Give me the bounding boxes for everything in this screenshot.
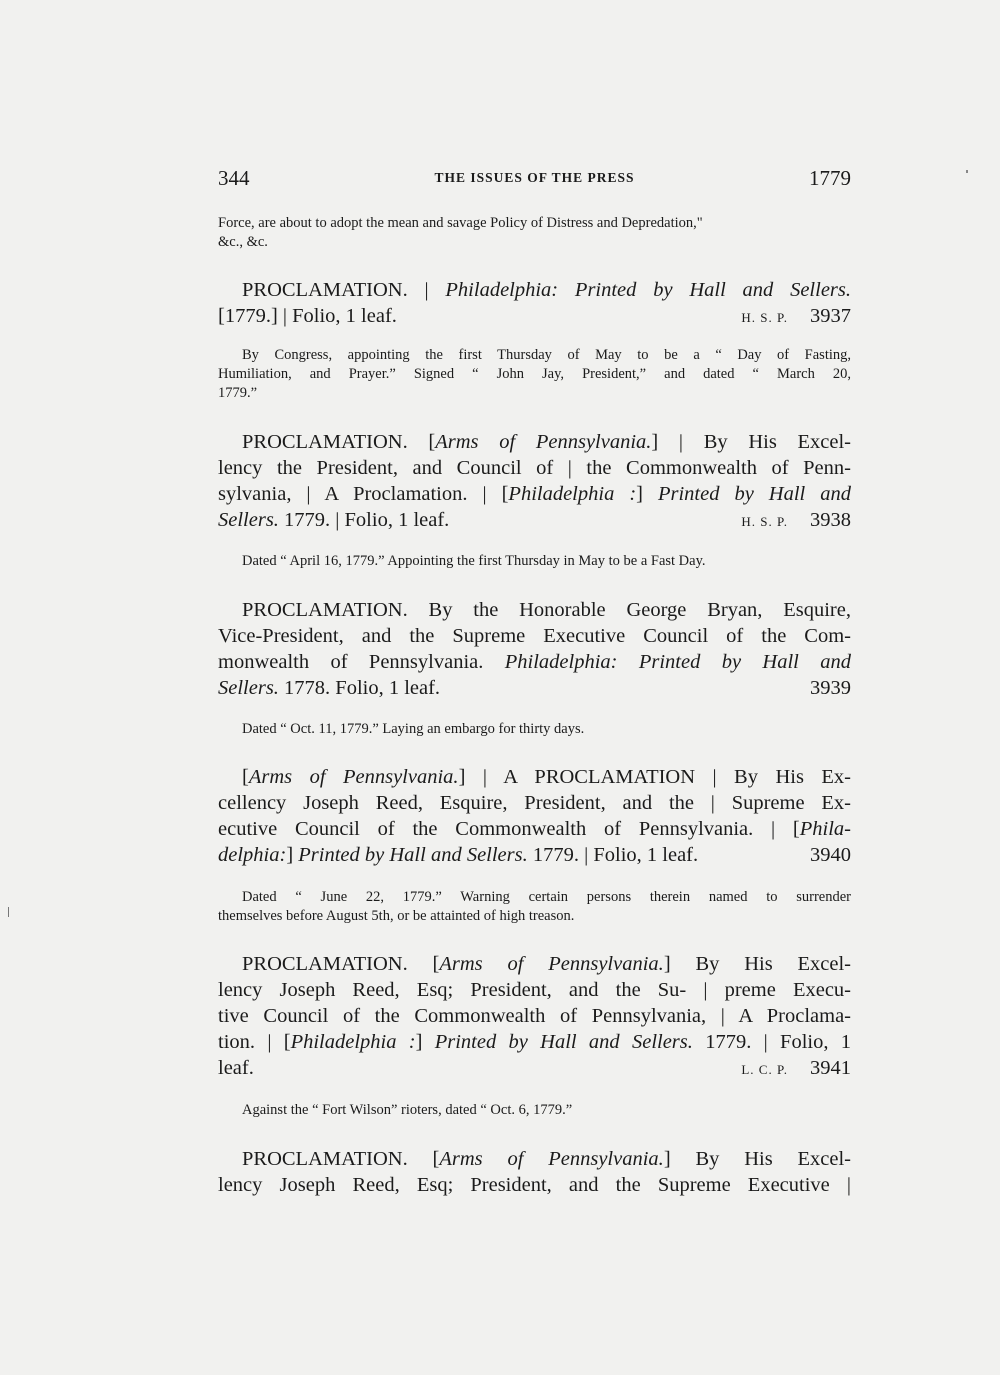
entry-line: PROCLAMATION. [Arms of Pennsylvania.] | By His Excel-	[242, 431, 851, 453]
entry-line: Sellers. 1778. Folio, 1 leaf. 3939	[218, 677, 851, 699]
entry-number: 3941	[810, 1057, 851, 1079]
entry-line: sylvania, | A Proclamation. | [Philadelphia :] Printed by Hall and	[218, 483, 852, 505]
entry-line: PROCLAMATION. [Arms of Pennsylvania.] By His Excel-	[242, 953, 851, 975]
note-line: Dated “ June 22, 1779.” Warning certain persons therein named to surrender	[242, 889, 851, 905]
note-line: Humiliation, and Prayer.” Signed “ John Jay, President,” and dated “ March 20,	[218, 366, 851, 382]
entry-next	[218, 1146, 851, 1198]
entry-line: monwealth of Pennsylvania. Philadelphia: Printed by Hall and	[218, 651, 851, 673]
entry-line: lency Joseph Reed, Esq; President, and the Supreme Executive |	[218, 1174, 851, 1196]
note-line: Against the “ Fort Wilson” rioters, dated “ Oct. 6, 1779.”	[242, 1102, 573, 1118]
entry-line: lency the President, and Council of | the Commonwealth of Penn-	[218, 457, 851, 479]
entry-3938	[218, 429, 851, 535]
entry-3937-note	[218, 346, 851, 403]
entry-line: PROCLAMATION. By the Honorable George Bryan, Esquire,	[242, 599, 851, 621]
entry-line: PROCLAMATION. | Philadelphia: Printed by Hall and Sellers.	[242, 279, 852, 301]
entry-line: [Arms of Pennsylvania.] | A PROCLAMATION | By His Ex-	[242, 766, 851, 788]
library-code: H. S. P.	[741, 514, 788, 529]
entry-3941-note	[218, 1101, 851, 1120]
note-line: By Congress, appointing the first Thursday of May to be a “ Day of Fasting,	[242, 347, 851, 363]
entry-line: [1779.] | Folio, 1 leaf. H. S. P. 3937	[218, 305, 851, 327]
library-code: H. S. P.	[741, 310, 788, 325]
entry-3939-note	[218, 720, 851, 739]
entry-3939	[218, 597, 851, 701]
entry-number: 3939	[810, 677, 851, 699]
note-line: Dated “ April 16, 1779.” Appointing the first Thursday in May to be a Fast Day.	[242, 553, 706, 569]
entry-line: lency Joseph Reed, Esq; President, and the Su- | preme Execu-	[218, 979, 851, 1001]
entry-line: tion. | [Philadelphia :] Printed by Hall and Sellers. 1779. | Folio, 1	[218, 1031, 852, 1053]
note-line: Force, are about to adopt the mean and savage Policy of Distress and Depredation,"	[218, 215, 703, 231]
library-code: L. C. P.	[741, 1062, 788, 1077]
entry-3937	[218, 277, 851, 331]
entry-line: Vice-President, and the Supreme Executive Council of the Com-	[218, 625, 851, 647]
entry-line: leaf. L. C. P. 3941	[218, 1057, 851, 1079]
entry-line: ecutive Council of the Commonwealth of Pennsylvania. | [Phila-	[218, 818, 851, 840]
running-header	[218, 166, 851, 194]
margin-mark	[966, 170, 968, 173]
entry-3938-note	[218, 552, 851, 571]
margin-mark	[8, 907, 9, 917]
entry-line: PROCLAMATION. [Arms of Pennsylvania.] By His Excel-	[242, 1148, 851, 1170]
entry-line: cellency Joseph Reed, Esquire, President, and the | Supreme Ex-	[218, 792, 851, 814]
entry-number: 3938	[810, 509, 851, 531]
page-number: 344	[218, 166, 250, 190]
entry-3940-note	[218, 888, 851, 926]
header-year: 1779	[809, 166, 851, 190]
entry-number: 3937	[810, 305, 851, 327]
note-line: themselves before August 5th, or be attainted of high treason.	[218, 908, 575, 924]
entry-number: 3940	[810, 844, 851, 866]
entry-line: Sellers. 1779. | Folio, 1 leaf. H. S. P. 3938	[218, 509, 851, 531]
note-line: &c., &c.	[218, 234, 268, 250]
running-title: THE ISSUES OF THE PRESS	[434, 170, 635, 185]
continued-note	[218, 214, 851, 252]
note-line: 1779.”	[218, 385, 258, 401]
entry-line: delphia:] Printed by Hall and Sellers. 1779. | Folio, 1 leaf. 3940	[218, 844, 851, 866]
note-line: Dated “ Oct. 11, 1779.” Laying an embargo for thirty days.	[242, 721, 585, 737]
entry-line: tive Council of the Commonwealth of Pennsylvania, | A Proclama-	[218, 1005, 851, 1027]
entry-3941	[218, 951, 851, 1083]
entry-3940	[218, 764, 851, 868]
